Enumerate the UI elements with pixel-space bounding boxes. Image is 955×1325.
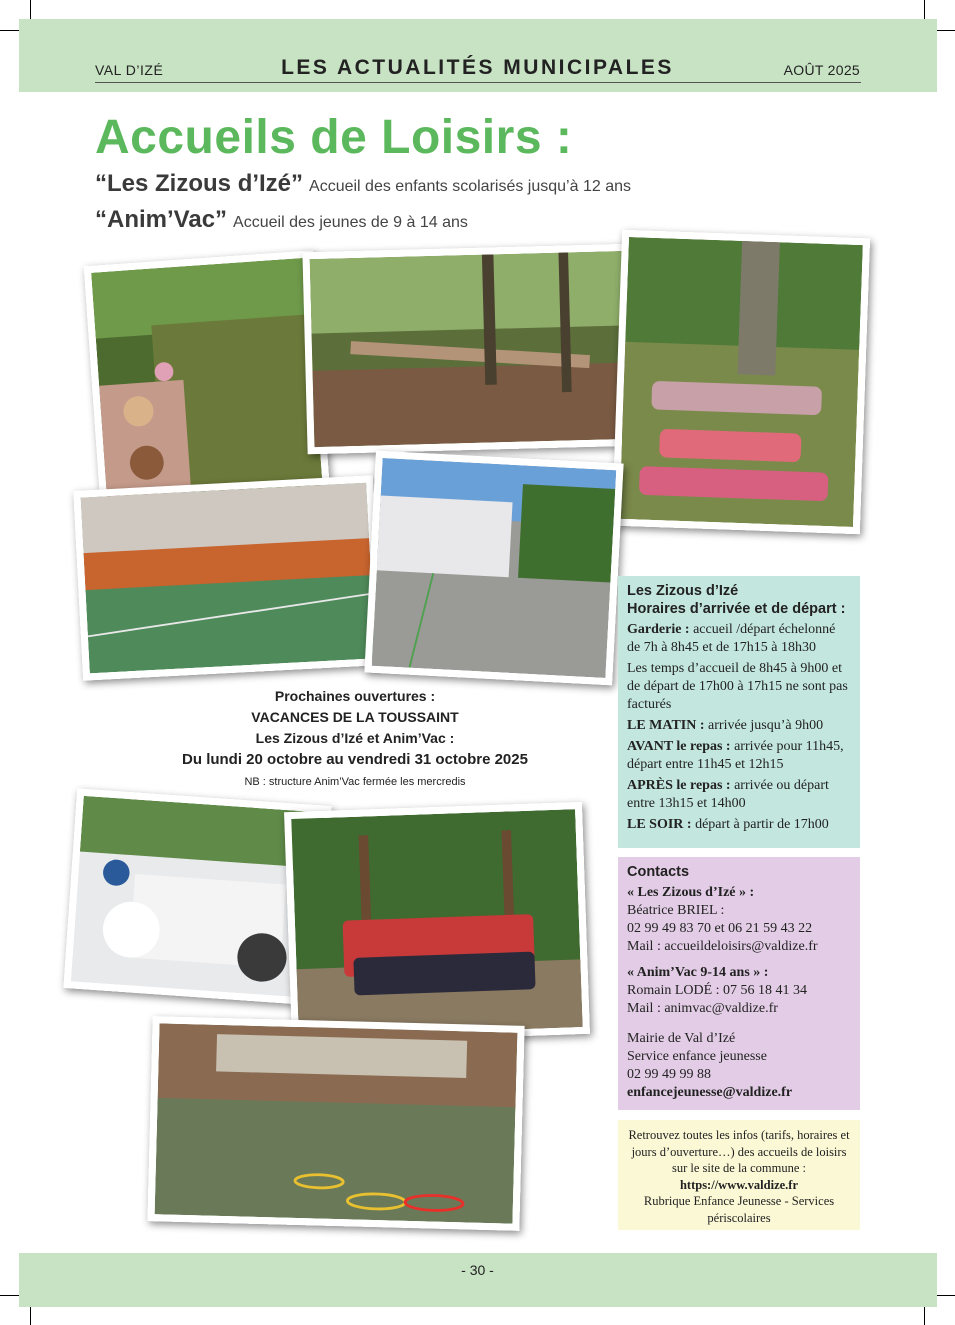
contacts-zizous-label-text: « Les Zizous d’Izé » : — [627, 885, 755, 900]
next-openings-period: VACANCES DE LA TOUSSAINT — [251, 709, 459, 725]
next-openings-note: NB : structure Anim’Vac fermée les mercredis — [244, 776, 466, 788]
schedule-after-lunch-label: APRÈS le repas : — [627, 778, 731, 793]
photo-gym-hoops — [147, 1016, 524, 1231]
contacts-mairie-phone: 02 99 49 99 88 — [627, 1067, 711, 1082]
subtitle-zizous — [95, 170, 631, 198]
contacts-animvac-label — [627, 964, 851, 982]
contacts-zizous-phone: 02 99 49 83 70 et 06 21 59 43 22 — [627, 921, 813, 936]
contacts-zizous-label — [627, 884, 851, 902]
contacts-animvac-name: Romain LODÉ : 07 56 18 41 34 — [627, 983, 808, 998]
subtitle-animvac-quote: “Anim’Vac” — [95, 206, 228, 233]
subtitle-zizous-text: Accueil des enfants scolarisés jusqu’à 12 ans — [309, 178, 631, 195]
schedule-after-lunch — [627, 777, 851, 813]
contacts-box — [618, 857, 860, 1110]
contacts-zizous-mail: Mail : accueildeloisirs@valdize.fr — [627, 939, 818, 954]
photo-group-forest — [284, 802, 590, 1044]
schedule-box — [618, 576, 860, 848]
contacts-mairie-mail — [627, 1084, 851, 1102]
contacts-mairie-mail-text: enfancejeunesse@valdize.fr — [627, 1085, 793, 1100]
website-info-section: Rubrique Enfance Jeunesse - Services périscolaires — [643, 1194, 835, 1225]
schedule-evening — [627, 816, 851, 834]
page-title: Accueils de Loisirs : — [95, 111, 573, 164]
schedule-evening-text: départ à partir de 17h00 — [695, 817, 829, 832]
schedule-garderie-text: accueil /départ échelonné de 7h à 8h45 et de 17h15 à 18h30 — [627, 622, 836, 655]
schedule-before-lunch-text: arrivée pour 11h45, départ entre 11h45 et 12h15 — [627, 739, 844, 772]
photo-schoolyard — [364, 451, 623, 686]
schedule-before-lunch-label: AVANT le repas : — [627, 739, 731, 754]
header-commune: VAL D’IZÉ — [95, 62, 164, 78]
schedule-garderie-label: Garderie : — [627, 622, 690, 637]
schedule-title: Les Zizous d’Izé — [627, 583, 739, 599]
schedule-garderie — [627, 621, 851, 657]
contacts-service: Service enfance jeunesse — [627, 1049, 767, 1064]
schedule-after-lunch-text: arrivée ou départ entre 13h15 et 14h00 — [627, 778, 829, 811]
header-section-title: LES ACTUALITÉS MUNICIPALES — [281, 56, 674, 79]
subtitle-zizous-quote: “Les Zizous d’Izé” — [95, 170, 304, 197]
website-info-box — [618, 1120, 860, 1230]
contacts-mairie: Mairie de Val d’Izé — [627, 1031, 736, 1046]
subtitle-animvac — [95, 206, 468, 234]
next-openings-structures: Les Zizous d’Izé et Anim’Vac : — [255, 730, 455, 746]
header-date: AOÛT 2025 — [783, 62, 860, 78]
next-openings-heading: Prochaines ouvertures : — [274, 688, 436, 704]
photo-pond-children — [84, 250, 331, 511]
schedule-before-lunch — [627, 738, 851, 774]
schedule-subtitle: Horaires d’arrivée et de départ : — [627, 601, 846, 617]
next-openings — [170, 686, 540, 793]
subtitle-animvac-text: Accueil des jeunes de 9 à 14 ans — [233, 214, 468, 231]
contacts-animvac-mail: Mail : animvac@valdize.fr — [627, 1001, 778, 1016]
schedule-free-times: Les temps d’accueil de 8h45 à 9h00 et de départ de 17h00 à 17h15 ne sont pas facturés — [627, 661, 848, 712]
contacts-animvac-label-text: « Anim’Vac 9-14 ans » : — [627, 965, 769, 980]
schedule-morning-text: arrivée jusqu’à 9h00 — [708, 718, 824, 733]
contacts-zizous-name: Béatrice BRIEL : — [627, 903, 725, 918]
website-info-text: Retrouvez toutes les infos (tarifs, horaires et jours d’ouverture…) des accueils de loisirs sur le site de la commune : — [628, 1128, 850, 1175]
schedule-morning — [627, 717, 851, 735]
schedule-morning-label: LE MATIN : — [627, 718, 705, 733]
contacts-title: Contacts — [627, 864, 690, 880]
header-rule — [95, 82, 861, 83]
photo-children-lying-grass — [612, 230, 870, 534]
website-link[interactable]: https://www.valdize.fr — [679, 1177, 799, 1192]
photo-gym-red-wall — [73, 475, 383, 680]
photo-forest-log — [302, 244, 637, 455]
next-openings-dates: Du lundi 20 octobre au vendredi 31 octobre 2025 — [182, 751, 528, 768]
schedule-evening-label: LE SOIR : — [627, 817, 692, 832]
page-number: - 30 - — [461, 1262, 494, 1278]
